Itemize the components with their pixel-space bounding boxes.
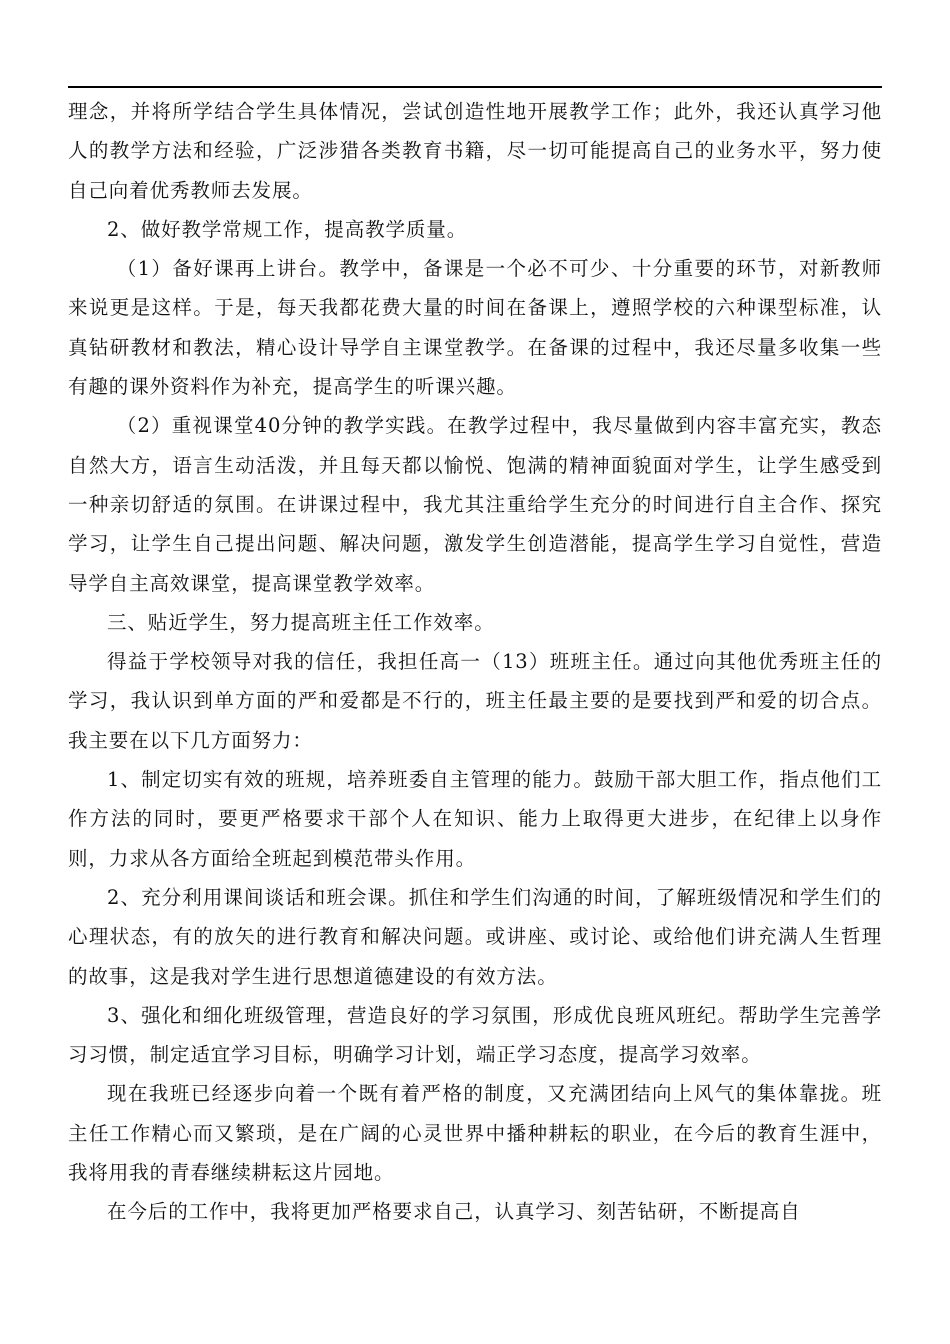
paragraph-class-progress: 现在我班已经逐步向着一个既有着严格的制度，又充满团结向上风气的集体靠拢。班主任工作精心而又繁琐，是在广阔的心灵世界中播种耕耘的职业，在今后的教育生涯中，我将用我的青春继续耕耘这片园地。: [68, 1082, 882, 1185]
paragraph-continued: 理念，并将所学结合学生具体情况，尝试创造性地开展教学工作；此外，我还认真学习他人的教学方法和经验，广泛涉猎各类教育书籍，尽一切可能提高自己的业务水平，努力使自己向着优秀教师去发展。: [68, 100, 882, 202]
paragraph-classroom-practice: （2）重视课堂40分钟的教学实践。在教学过程中，我尽量做到内容丰富充实，教态自然大方，语言生动活泼，并且每天都以愉悦、饱满的精神面貌面对学生，让学生感受到一种亲切舒适的氛围。在讲课过程中，我尤其注重给学生充分的时间进行自主合作、探究学习，让学生自己提出问题、解决问题，激发学生创造潜能，提高学生学习自觉性，营造导学自主高效课堂，提高课堂教学效率。: [68, 414, 882, 595]
document-body: [68, 92, 882, 1232]
paragraph-heading-class-teacher: 三、贴近学生，努力提高班主任工作效率。: [107, 610, 495, 634]
paragraph-class-rules: 1、制定切实有效的班规，培养班委自主管理的能力。鼓励干部大胆工作，指点他们工作方法的同时，要更严格要求干部个人在知识、能力上取得更大进步，在纪律上以身作则，力求从各方面给全班起到模范带头作用。: [68, 768, 882, 870]
paragraph-class-management: 3、强化和细化班级管理，营造良好的学习氛围，形成优良班风班纪。帮助学生完善学习习惯，制定适宜学习目标，明确学习计划，端正学习态度，提高学习效率。: [68, 1003, 882, 1067]
paragraph-class-teacher-intro: 得益于学校领导对我的信任，我担任高一（13）班班主任。通过向其他优秀班主任的学习，我认识到单方面的严和爱都是不行的，班主任最主要的是要找到严和爱的切合点。我主要在以下几方面努力：: [68, 650, 882, 752]
header-rule: [68, 86, 882, 88]
paragraph-class-meetings: 2、充分利用课间谈话和班会课。抓住和学生们沟通的时间，了解班级情况和学生们的心理状态，有的放矢的进行教育和解决问题。或讲座、或讨论、或给他们讲充满人生哲理的故事，这是我对学生进行思想道德建设的有效方法。: [68, 885, 882, 988]
paragraph-future-work: 在今后的工作中，我将更加严格要求自己，认真学习、刻苦钻研，不断提高自: [107, 1200, 801, 1224]
paragraph-heading-teaching-routine: 2、做好教学常规工作，提高教学质量。: [107, 217, 468, 241]
paragraph-lesson-prep: （1）备好课再上讲台。教学中，备课是一个必不可少、十分重要的环节，对新教师来说更是这样。于是，每天我都花费大量的时间在备课上，遵照学校的六种课型标准，认真钻研教材和教法，精心设计导学自主课堂教学。在备课的过程中，我还尽量多收集一些有趣的课外资料作为补充，提高学生的听课兴趣。: [68, 257, 882, 399]
